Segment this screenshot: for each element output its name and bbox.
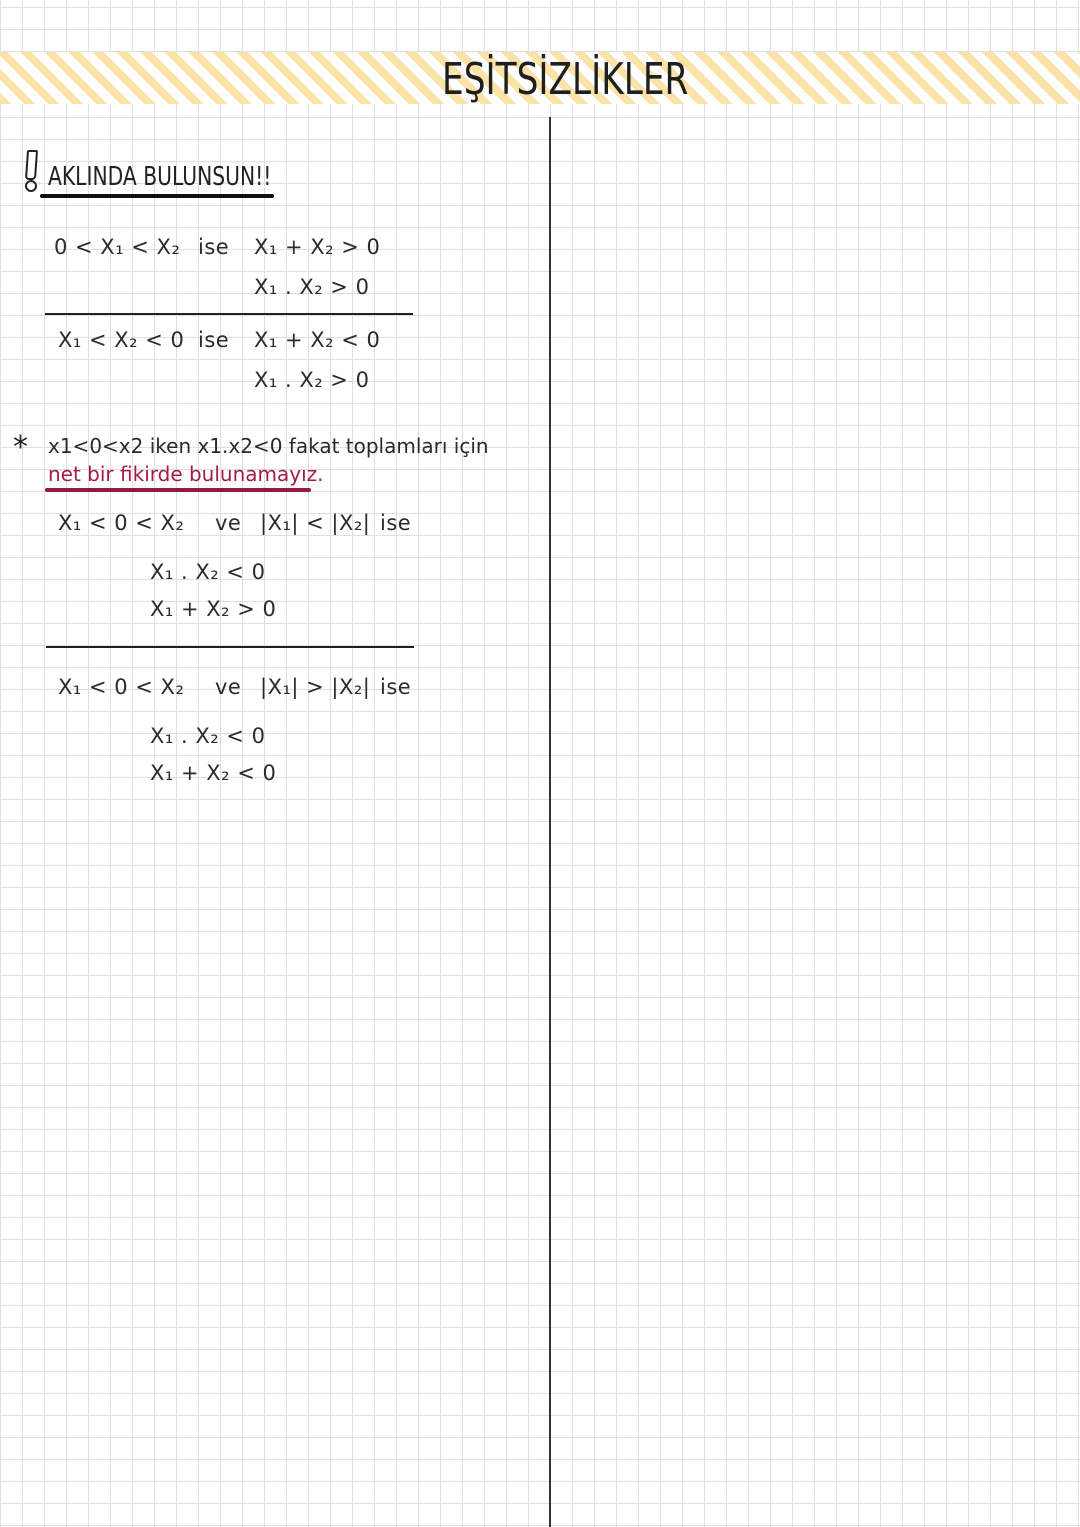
case1-ve: ve (215, 511, 242, 535)
case2-result-product: X₁ . X₂ < 0 (150, 724, 266, 748)
case2-ise: ise (380, 675, 412, 699)
case2-result-sum: X₁ + X₂ < 0 (150, 761, 277, 785)
case2-condition: X₁ < 0 < X₂ (58, 675, 185, 699)
column-divider (549, 117, 551, 1527)
block1-condition: 0 < X₁ < X₂ (54, 235, 181, 259)
separator-line (45, 313, 413, 315)
note-heading (22, 150, 334, 190)
block2-ise: ise (198, 328, 230, 352)
case1-ise: ise (380, 511, 412, 535)
block1-result-sum: X₁ + X₂ > 0 (254, 235, 381, 259)
block1-result-product: X₁ . X₂ > 0 (254, 275, 370, 299)
block2-result-sum: X₁ + X₂ < 0 (254, 328, 381, 352)
case2-ve: ve (215, 675, 242, 699)
remark-underline (45, 488, 311, 492)
case2-abs: |X₁| > |X₂| (260, 675, 371, 699)
block1-ise: ise (198, 235, 230, 259)
case1-result-sum: X₁ + X₂ > 0 (150, 597, 277, 621)
case1-result-product: X₁ . X₂ < 0 (150, 560, 266, 584)
remark-line-1: x1<0<x2 iken x1.x2<0 fakat toplamları için (48, 434, 489, 458)
case1-abs: |X₁| < |X₂| (260, 511, 371, 535)
heading-underline (40, 194, 274, 198)
exclamation-icon (22, 150, 38, 190)
block2-result-product: X₁ . X₂ > 0 (254, 368, 370, 392)
note-heading-text: AKLINDA BULUNSUN!! (48, 162, 272, 192)
remark-line-2-highlight: net bir fikirde bulunamayız. (48, 462, 324, 486)
block2-condition: X₁ < X₂ < 0 (58, 328, 185, 352)
separator-line (46, 646, 414, 648)
case1-condition: X₁ < 0 < X₂ (58, 511, 185, 535)
page-title: EŞİTSİZLİKLER (442, 54, 689, 105)
asterisk-icon: * (13, 430, 28, 465)
